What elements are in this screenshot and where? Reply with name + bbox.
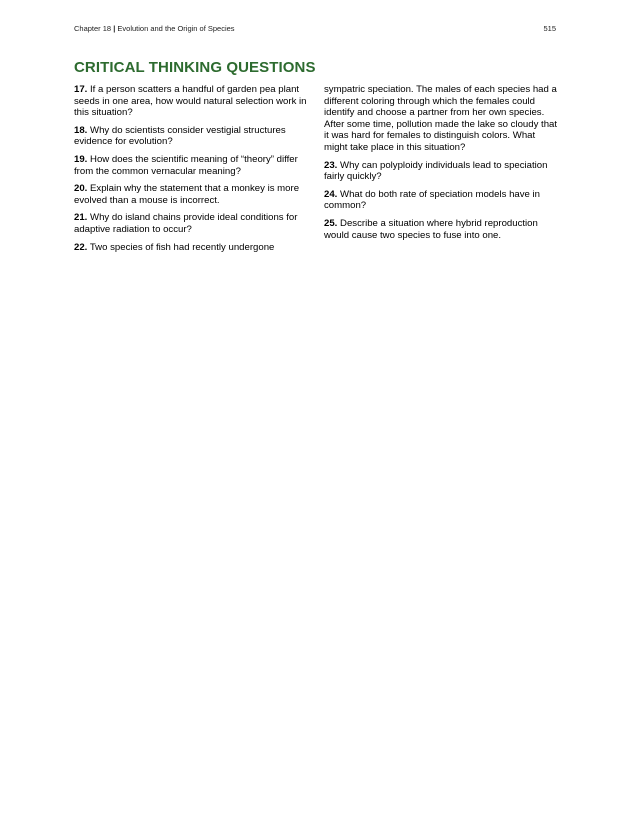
question-23	[324, 160, 560, 183]
question-21	[74, 212, 310, 235]
right-column	[324, 84, 560, 247]
question-number: 19.	[74, 153, 88, 165]
chapter-title: Evolution and the Origin of Species	[117, 24, 235, 33]
question-text: Why can polyploidy individuals lead to speciation fairly quickly?	[324, 159, 548, 183]
question-20	[74, 183, 310, 206]
question-text: How does the scientific meaning of “theory” differ from the common vernacular meaning?	[74, 153, 298, 177]
question-number: 17.	[74, 84, 88, 95]
question-24	[324, 189, 560, 212]
question-25	[324, 218, 560, 241]
chapter-label: Chapter 18 | Evolution and the Origin of Species	[74, 24, 235, 33]
question-number: 18.	[74, 124, 88, 136]
question-text: Explain why the statement that a monkey is more evolved than a mouse is incorrect.	[74, 183, 300, 206]
question-number: 23.	[324, 159, 338, 171]
question-number: 24.	[324, 188, 338, 200]
page-number: 515	[543, 24, 556, 33]
left-column	[74, 84, 310, 259]
question-text: If a person scatters a handful of garden pea plant seeds in one area, how would natural selection work in this situation?	[74, 84, 307, 119]
question-text: Describe a situation where hybrid reproduction would cause two species to fuse into one.	[324, 217, 538, 241]
question-22-continuation: sympatric speciation. The males of each species had a different coloring through which the females could identify and choose a partner from her own species. After some time, pollution made the lake so cloudy that it was hard for females to distinguish colors. What might take place in this situation?	[324, 84, 558, 153]
question-18	[74, 125, 310, 148]
header-separator: |	[113, 24, 116, 33]
question-22	[74, 242, 310, 254]
section-title: CRITICAL THINKING QUESTIONS	[74, 59, 316, 76]
question-number: 25.	[324, 217, 338, 229]
question-text: Two species of fish had recently undergone	[89, 241, 275, 253]
question-text: Why do island chains provide ideal conditions for adaptive radiation to occur?	[74, 212, 298, 235]
question-number: 22.	[74, 241, 88, 253]
question-number: 21.	[74, 212, 88, 224]
question-text: Why do scientists consider vestigial structures evidence for evolution?	[74, 124, 286, 148]
question-number: 20.	[74, 183, 88, 195]
question-17	[74, 84, 310, 119]
question-19	[74, 154, 310, 177]
question-text: What do both rate of speciation models have in common?	[324, 188, 541, 212]
